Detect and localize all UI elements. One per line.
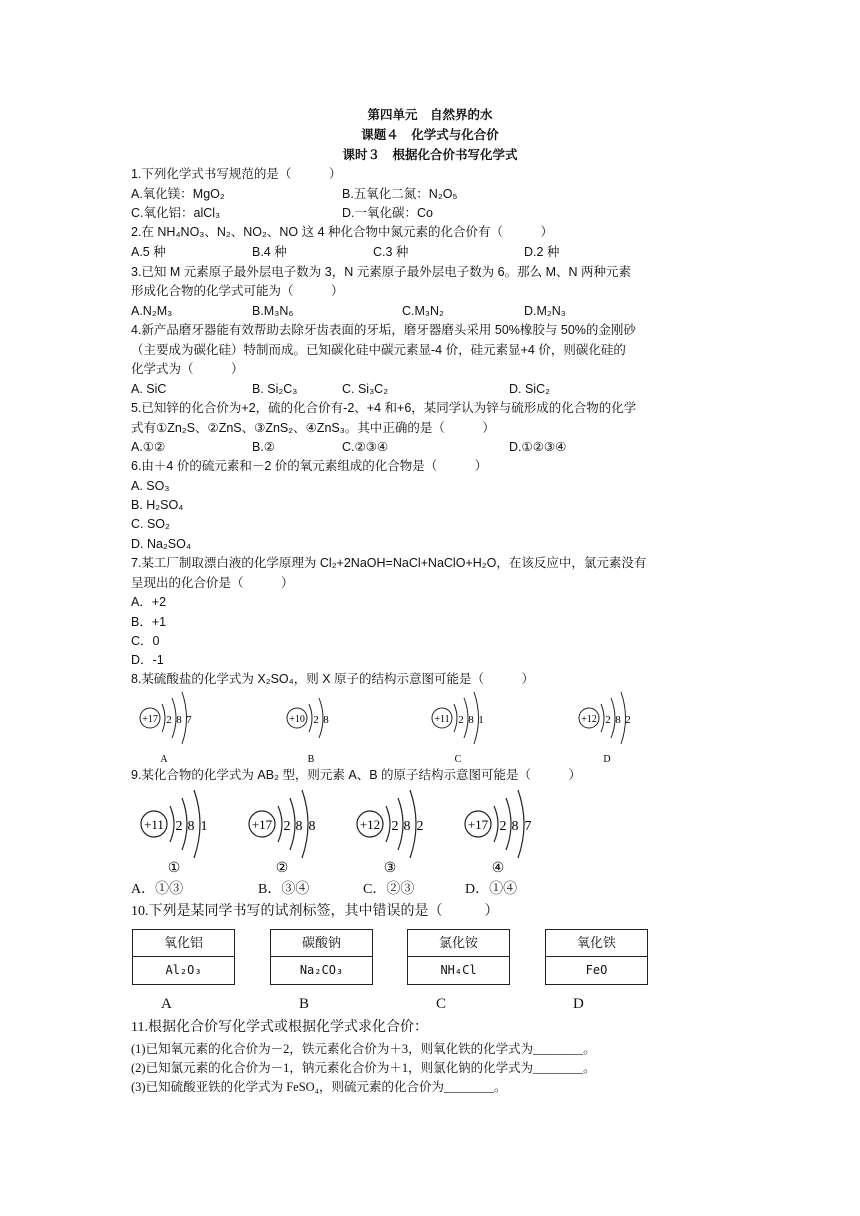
shell-count: 7: [524, 819, 532, 834]
q11-stem: 11.根据化合价写化学式或根据化学式求化合价：: [131, 1020, 428, 1035]
q5-option-c: C.②③④: [342, 440, 389, 454]
shell-count: 2: [283, 819, 291, 834]
q6-option-d: D. Na₂SO₄: [131, 537, 191, 551]
q6-stem: 6.由＋4 价的硫元素和－2 价的氧元素组成的化合物是（ ）: [131, 459, 488, 473]
q3-stem-1: 3.已知 M 元素原子最外层电子数为 3，N 元素原子最外层电子数为 6。那么 M、N 两种元素: [131, 265, 632, 279]
diagram-label: ①: [167, 861, 181, 876]
reagent-formula: FeO: [585, 963, 608, 977]
q8-stem: 8.某硫酸盐的化学式为 X₂SO₄，则 X 原子的结构示意图可能是（ ）: [131, 672, 535, 686]
shell-count: 8: [308, 819, 316, 834]
q5-option-b: B.②: [252, 440, 276, 454]
shell-count: 2: [175, 819, 183, 834]
q4-option-d: D. SiC₂: [509, 382, 550, 396]
q2-option-a: A.5 种: [131, 245, 166, 259]
shell-count: 2: [458, 714, 464, 726]
q7-stem-1: 7.某工厂制取漂白液的化学原理为 Cl₂+2NaOH=NaCl+NaClO+H₂O，在该反应中，氯元素没有: [131, 556, 647, 570]
shell-count: 2: [605, 714, 611, 726]
q11-item-1: (1)已知氧元素的化合价为－2，铁元素化合价为＋3，则氧化铁的化学式为________。: [131, 1042, 596, 1056]
q11-item-2: (2)已知氯元素的化合价为－1，钠元素化合价为＋1，则氯化钠的化学式为________。: [131, 1061, 596, 1075]
q3-stem-2: 形成化合物的化学式可能为（ ）: [131, 284, 344, 298]
shell-count: 8: [615, 714, 621, 726]
reagent-name: 氧化铁: [546, 930, 647, 957]
q2-option-c: C.3 种: [373, 245, 409, 259]
q7-stem-2: 呈现出的化合价是（ ）: [131, 576, 294, 590]
q1-option-a: A.氧化镁：MgO₂: [131, 187, 225, 201]
q6-option-a: A. SO₃: [131, 479, 170, 493]
diagram-letter: C: [454, 754, 462, 765]
q9-atom-2: [249, 790, 316, 876]
q6-option-c: C. SO₂: [131, 517, 170, 531]
unit-title: 第四单元 自然界的水: [367, 108, 493, 122]
q9-option-c: C．②③: [363, 882, 415, 897]
shell-count: 8: [403, 819, 411, 834]
shell-count: 2: [625, 714, 631, 726]
shell-count: 1: [478, 714, 484, 726]
topic-title: 课题４ 化学式与化合价: [361, 128, 499, 142]
label-letter: D: [573, 996, 584, 1012]
label-letter: C: [436, 996, 447, 1012]
shell-count: 2: [166, 714, 172, 726]
q9-option-b: B．③④: [258, 882, 310, 897]
shell-count: 8: [511, 819, 519, 834]
nucleus-label: +11: [434, 714, 450, 725]
q3-option-c: C.M₃N₂: [402, 304, 444, 318]
diagram-letter: A: [160, 754, 168, 765]
diagram-label: ②: [275, 861, 289, 876]
reagent-formula: Na₂CO₃: [299, 963, 344, 977]
q4-stem-3: 化学式为（ ）: [131, 362, 244, 376]
q4-stem-1: 4.新产品磨牙器能有效帮助去除牙齿表面的牙垢，磨牙器磨头采用 50%橡胶与 50%的金刚砂: [131, 323, 636, 337]
reagent-name: 氧化铝: [133, 930, 234, 957]
q6-option-b: B. H₂SO₄: [131, 498, 184, 512]
diagram-label: ④: [491, 861, 505, 876]
q9-option-d: D．①④: [465, 882, 518, 897]
q9-atom-4: [465, 790, 532, 876]
q7-option-b: B．+1: [131, 615, 167, 629]
q3-option-b: B.M₃N₆: [252, 304, 294, 318]
nucleus-label: +17: [142, 714, 158, 725]
nucleus-label: +10: [289, 714, 305, 725]
q8-atom-diagrams: [0, 686, 860, 766]
shell-count: 2: [391, 819, 399, 834]
q1-stem: 1.下列化学式书写规范的是（ ）: [131, 167, 342, 181]
shell-count: 2: [416, 819, 424, 834]
shell-count: 8: [468, 714, 474, 726]
q5-option-a: A.①②: [131, 440, 166, 454]
q4-option-c: C. Si₃C₂: [342, 382, 389, 396]
reagent-label-c: [407, 929, 510, 985]
q8-atom-d: [579, 692, 631, 765]
q4-option-b: B. Si₂C₃: [252, 382, 298, 396]
lesson-title: 课时３ 根据化合价书写化学式: [342, 148, 518, 162]
shell-count: 8: [295, 819, 303, 834]
diagram-letter: B: [307, 754, 315, 765]
nucleus-label: +17: [467, 817, 489, 832]
q4-option-a: A. SiC: [131, 382, 167, 396]
nucleus-label: +11: [144, 817, 164, 832]
q3-option-a: A.N₂M₃: [131, 304, 173, 318]
nucleus-label: +17: [251, 817, 273, 832]
q5-option-d: D.①②③④: [509, 440, 567, 454]
q1-option-c: C.氧化铝：alCl₃: [131, 206, 221, 220]
q2-option-b: B.4 种: [252, 245, 287, 259]
q9-stem: 9.某化合物的化学式为 AB₂ 型，则元素 A、B 的原子结构示意图可能是（ ）: [131, 768, 582, 782]
shell-count: 2: [313, 714, 319, 726]
q9-atom-1: [141, 790, 208, 876]
shell-count: 8: [187, 819, 195, 834]
q9-option-a: A．①③: [131, 882, 184, 897]
reagent-formula: Al₂O₃: [165, 963, 202, 977]
q9-atom-3: [357, 790, 424, 876]
q5-stem-1: 5.已知锌的化合价为+2，硫的化合价有-2、+4 和+6，某同学认为锌与硫形成的化合物的化学: [131, 401, 637, 415]
q8-atom-a: [140, 692, 192, 765]
reagent-label-a: [132, 929, 235, 985]
q4-stem-2: （主要成为碳化硅）特制而成。已知碳化硅中碳元素显-4 价，硅元素显+4 价，则碳化硅的: [131, 343, 626, 357]
shell-count: 2: [499, 819, 507, 834]
q7-option-d: D．-1: [131, 653, 164, 667]
shell-count: 8: [323, 714, 329, 726]
q7-option-c: C．0: [131, 634, 160, 648]
q1-option-d: D.一氧化碳：Co: [342, 206, 433, 220]
q8-atom-c: [432, 692, 484, 765]
q8-atom-b: [287, 698, 329, 765]
q9-atom-diagrams: [0, 784, 860, 880]
label-letter: B: [299, 996, 310, 1012]
label-letter: A: [161, 996, 172, 1012]
diagram-label: ③: [383, 861, 397, 876]
reagent-name: 碳酸钠: [271, 930, 372, 957]
nucleus-label: +12: [581, 714, 597, 725]
q2-stem: 2.在 NH₄NO₃、N₂、NO₂、NO 这 4 种化合物中氮元素的化合价有（ ）: [131, 225, 553, 239]
shell-count: 1: [200, 819, 208, 834]
q5-stem-2: 式有①Zn₂S、②ZnS、③ZnS₂、④ZnS₃。其中正确的是（ ）: [131, 421, 495, 435]
shell-count: 8: [176, 714, 182, 726]
reagent-formula: NH₄Cl: [440, 963, 477, 977]
q2-option-d: D.2 种: [524, 245, 560, 259]
nucleus-label: +12: [359, 817, 381, 832]
reagent-label-b: [270, 929, 373, 985]
q7-option-a: A．+2: [131, 595, 167, 609]
reagent-label-d: [545, 929, 648, 985]
q1-option-b: B.五氧化二氮：N₂O₅: [342, 187, 458, 201]
shell-count: 7: [186, 714, 192, 726]
q11-item-3: (3)已知硫酸亚铁的化学式为 FeSO₄，则硫元素的化合价为________。: [131, 1080, 507, 1094]
reagent-name: 氯化铵: [408, 930, 509, 957]
diagram-letter: D: [603, 754, 611, 765]
q3-option-d: D.M₂N₃: [524, 304, 566, 318]
q10-stem: 10.下列是某同学书写的试剂标签，其中错误的是（ ）: [131, 904, 499, 919]
